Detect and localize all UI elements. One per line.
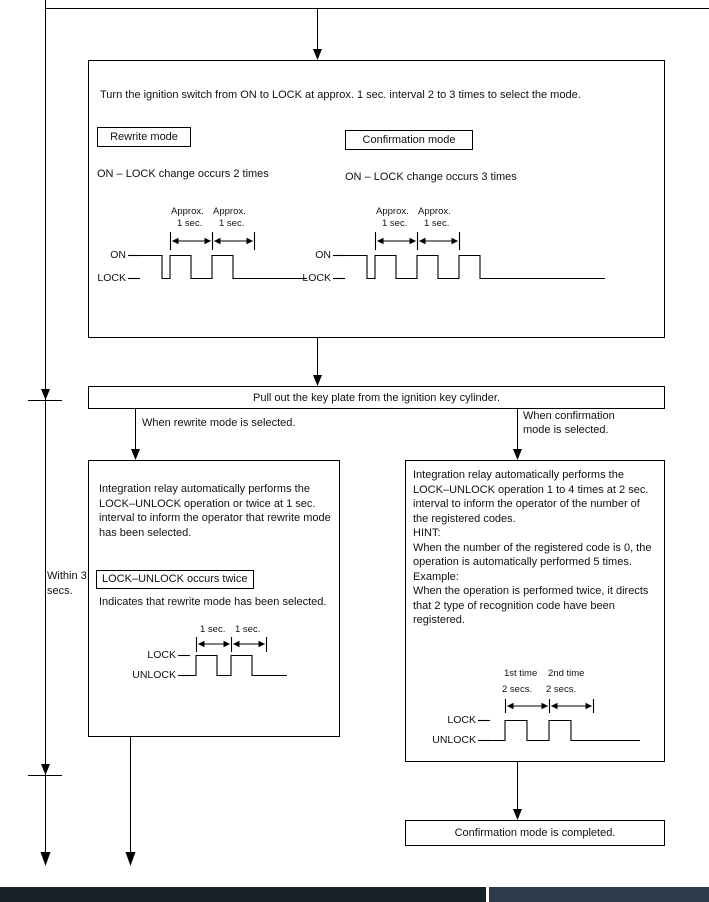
example-body: When the operation is performed twice, it directs that 2 type of recognition code have been registered. [413,585,649,626]
confirmation-result-2secs-label-2: 2 secs. [546,684,577,695]
rewrite-wave-1sec-label-1: 1 sec. [177,218,203,229]
within-3-secs-label: Within 3 secs. [47,570,87,597]
mode-selection-instruction: Turn the ignition switch from ON to LOCK at approx. 1 sec. interval 2 to 3 times to select the mode. [100,89,581,101]
rewrite-wave-approx-label-1: Approx. [171,206,204,217]
rewrite-wave-lock-label: LOCK [97,272,126,284]
confirmation-mode-title-box: Confirmation mode [345,130,473,150]
confirmation-result-2nd-time-label: 2nd time [548,668,585,679]
rewrite-result-note: Indicates that rewrite mode has been selected. [99,596,327,608]
pull-out-key-plate-box: Pull out the key plate from the ignition key cylinder. [88,386,665,409]
footer-bar-left [0,887,486,902]
confirmation-wave-lock-label: LOCK [302,272,331,284]
confirmation-wave-1sec-label-2: 1 sec. [424,218,450,229]
rewrite-wave-approx-label-2: Approx. [213,206,246,217]
footer-bar-right [489,887,709,902]
confirmation-mode-subtitle: ON – LOCK change occurs 3 times [345,171,517,183]
rewrite-wave-on-label: ON [110,249,126,261]
confirmation-wave-approx-label-2: Approx. [418,206,451,217]
confirmation-completed-box: Confirmation mode is completed. [405,820,665,846]
rewrite-result-unlock-label: UNLOCK [132,669,176,681]
confirmation-wave-approx-label-1: Approx. [376,206,409,217]
confirmation-result-lock-label: LOCK [447,714,476,726]
confirmation-result-1st-time-label: 1st time [504,668,538,679]
rewrite-mode-title-box: Rewrite mode [97,127,191,147]
rewrite-result-lock-label: LOCK [147,649,176,661]
confirmation-branch-label: When confirmation mode is selected. [523,410,615,436]
rewrite-mode-subtitle: ON – LOCK change occurs 2 times [97,168,269,180]
confirmation-result-2secs-label-1: 2 secs. [502,684,533,695]
hint-body: When the number of the registered code is 0, the operation is automatically performed 5 times. [413,541,652,568]
confirmation-wave-on-label: ON [315,249,331,261]
rewrite-branch-label: When rewrite mode is selected. [142,417,296,429]
example-heading: Example: [413,570,459,583]
rewrite-wave-1sec-label-2: 1 sec. [219,218,245,229]
confirmation-result-text [413,468,655,628]
hint-heading: HINT: [413,527,441,539]
confirmation-result-unlock-label: UNLOCK [432,734,476,746]
rewrite-result-1sec-label-1: 1 sec. [200,624,226,635]
rewrite-result-1sec-label-2: 1 sec. [235,624,261,635]
confirmation-wave-1sec-label-1: 1 sec. [382,218,408,229]
confirmation-result-body: Integration relay automatically performs the LOCK–UNLOCK operation 1 to 4 times at 2 sec. interval to inform the operator of the number of the registered codes. [413,469,649,525]
rewrite-result-body: Integration relay automatically performs the LOCK–UNLOCK operation or twice at 1 sec. interval to inform the operator that rewrite mode has been selected. [99,483,331,539]
lock-unlock-occurs-twice-callout: LOCK–UNLOCK occurs twice [96,570,254,589]
